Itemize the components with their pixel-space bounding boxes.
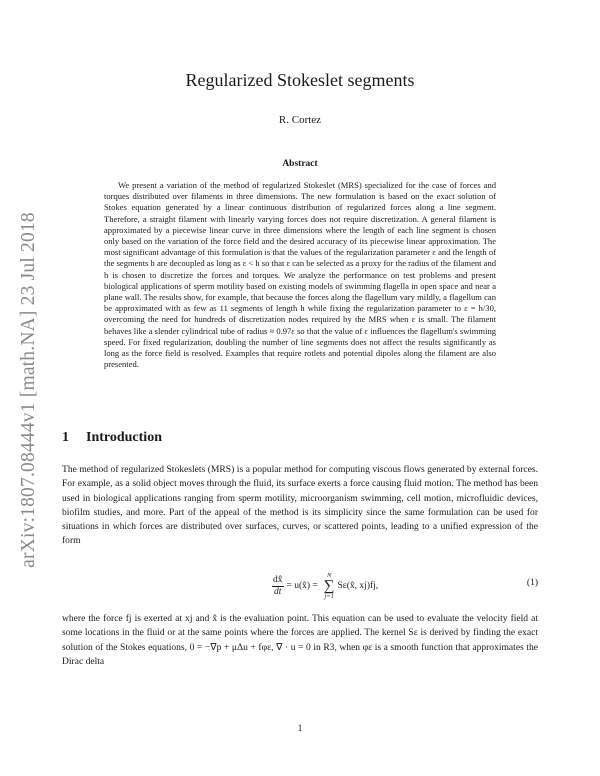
after-equation-paragraph: where the force fj is exerted at xj and x̂ is the evaluation point. This equation can be used to evaluate the velocity field at some locations in the fluid or at the same points where the forces are applied. The kernel Sε is derived by finding the exact solution of the Stokes equations, 0 = −∇p + μΔu + fφε, ∇ · u = 0 in R3, when φε is a smooth function that approximates the Dirac delta [62, 613, 538, 667]
section-heading [62, 430, 162, 446]
summation-symbol: N ∑ j=1 [323, 572, 335, 600]
equation-1 [62, 568, 538, 604]
equation-number: (1) [526, 578, 538, 588]
equation-numerator: dx̂ [273, 574, 283, 585]
equation-body [272, 568, 378, 604]
arxiv-identifier: arXiv:1807.08444v1 [math.NA] 23 Jul 2018 [18, 212, 39, 568]
intro-paragraph: The method of regularized Stokeslets (MRS) is a popular method for computing viscous flows generated by external forces. For example, as a solid object moves through the fluid, its surface exerts a force causing fluid motion. The method has been used in biological applications ranging from sperm motility, microorganism swimming, cell motion, microfluidic devices, biofilm studies, and more. Part of the appeal of the method is its simplicity since the same formulation can be used for situations in which forces are distributed over surfaces, curves, or scattered points, leading to a unified expression of the form [62, 464, 538, 547]
equation-fraction [272, 575, 284, 598]
arxiv-identifier-sidebar [12, 200, 46, 580]
abstract-heading: Abstract [282, 159, 318, 169]
abstract-text: We present a variation of the method of regularized Stokeslet (MRS) specialized for the case of forces and torques distributed over filaments in three dimensions. The new formulation is based on the exact solution of Stokes equation generated by a linear continuous distribution of regularized forces along a line segment. Therefore, a straight filament with linearly varying forces does not require discretization. A general filament is approximated by a piecewise linear curve in three dimensions where the length of each line segment is chosen only based on the variation of the force field and the desired accuracy of its piecewise linear approximation. The most significant advantage of this formulation is that the values of the regularization parameter ε and the length of the segments h are decoupled as long as ε < h so that ε can be selected as a proxy for the radius of the filament and h is chosen to discretize the forces and torques. We analyze the performance on test problems and present biological applications of sperm motility based on existing models of swimming flagella in open space and near a plane wall. The results show, for example, that because the forces along the flagellum vary mildly, a flagellum can be approximated with as few as 11 segments of length h while fixing the regularization parameter to ε = h/30, overcoming the need for hundreds of discretization nodes required by the MRS when ε is small. The filament behaves like a slender cylindrical tube of radius ≈ 0.97ε so that the value of ε influences the flagellum's swimming speed. For fixed regularization, doubling the number of line segments does not affect the results significantly as long as the force field is resolved. Examples that require rotlets and potential dipoles along the filament are also presented. [104, 180, 496, 370]
author-name: R. Cortez [278, 114, 322, 126]
paper-title: Regularized Stokeslet segments [185, 70, 415, 90]
sum-lower-limit: j=1 [324, 593, 334, 600]
sum-upper-limit: N [326, 572, 332, 579]
equation-rhs-start: = u(x̂) = [286, 581, 318, 591]
equation-summand: Sε(x̂, xj)fj, [337, 581, 379, 591]
equation-denominator: dt [274, 586, 282, 597]
page-number: 1 [297, 724, 303, 734]
section-title: Introduction [86, 430, 162, 445]
section-number: 1 [62, 430, 69, 445]
